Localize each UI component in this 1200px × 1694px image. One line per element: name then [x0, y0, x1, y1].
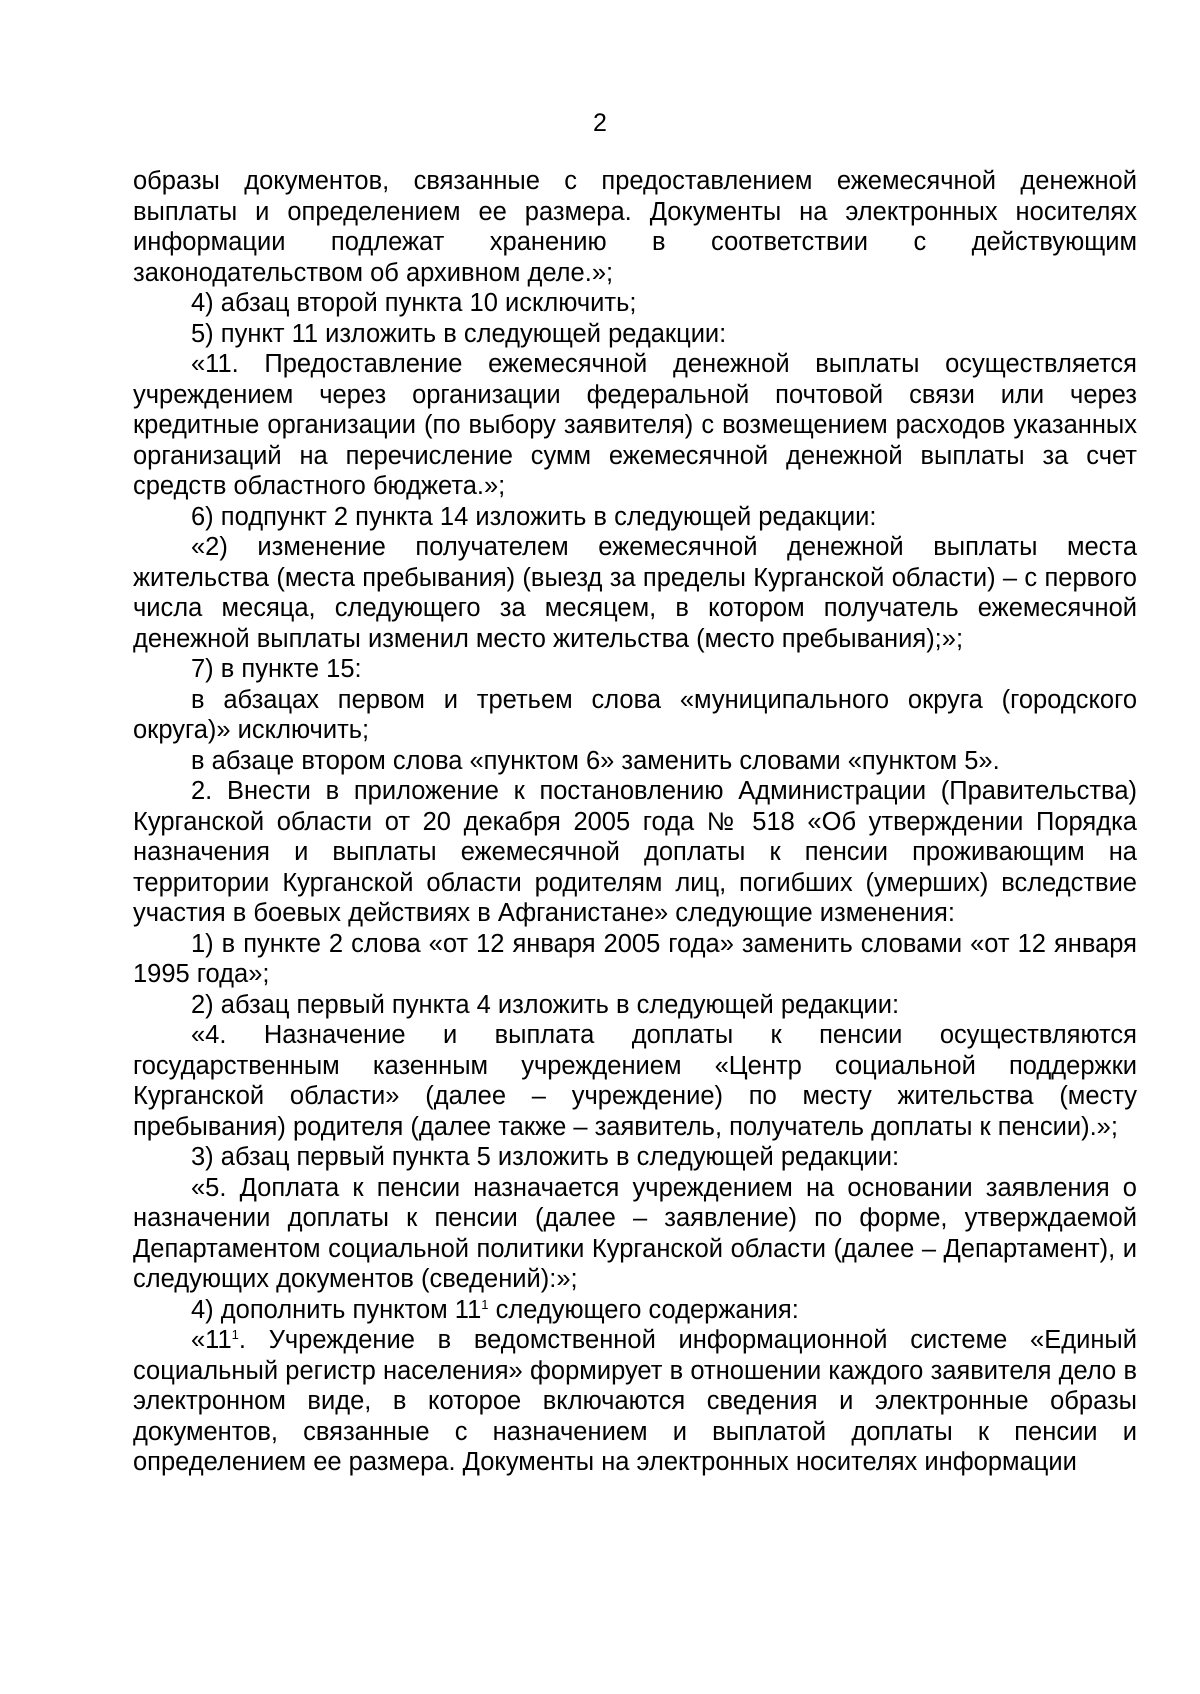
paragraph-text: . Учреждение в ведомственной информационной системе «Единый социальный регистр населения» формирует в отношении каждого заявителя дело в электронном виде, в которое включаются сведения и электронные образы документов, связанные с назначением и выплатой доплаты к пенсии и определением ее размера. Документы на электронных носителях информации	[133, 1326, 1137, 1476]
page-number: 2	[593, 109, 607, 137]
paragraph: в абзацах первом и третьем слова «муниципального округа (городского округа)» исключить;	[133, 685, 1137, 744]
superscript: 1	[481, 1296, 489, 1312]
paragraph: 5) пункт 11 изложить в следующей редакции:	[191, 319, 727, 348]
paragraph-last	[133, 1325, 1137, 1478]
paragraph-supplement	[133, 1295, 1137, 1326]
paragraph: образы документов, связанные с предоставлением ежемесячной денежной выплаты и определением ее размера. Документы на электронных носителях информации подлежат хранению в соответствии с действующим законодательством об архивном деле.»;	[133, 167, 1137, 287]
paragraph: «5. Доплата к пенсии назначается учреждением на основании заявления о назначении доплаты к пенсии (далее – заявление) по форме, утверждаемой Департаментом социальной политики Курганской области (далее – Департамент), и следующих документов (сведений):»;	[133, 1173, 1137, 1293]
paragraph: 7) в пункте 15:	[191, 655, 362, 683]
paragraph-text: следующего содержания:	[488, 1295, 799, 1324]
paragraph: 3) абзац первый пункта 5 изложить в следующей редакции:	[191, 1143, 900, 1171]
paragraph: 2. Внести в приложение к постановлению Администрации (Правительства) Курганской области от 20 декабря 2005 года № 518 «Об утверждении Порядка назначения и выплаты ежемесячной доплаты к пенсии проживающим на территории Курганской области родителям лиц, погибших (умерших) вследствие участия в боевых действиях в Афганистане» следующие изменения:	[133, 777, 1137, 927]
paragraph: в абзаце втором слова «пунктом 6» заменить словами «пунктом 5».	[191, 746, 1000, 775]
paragraph-text: 4) дополнить пунктом 11	[191, 1295, 482, 1324]
paragraph: «2) изменение получателем ежемесячной денежной выплаты места жительства (места пребывания) (выезд за пределы Курганской области) – с первого числа месяца, следующего за месяцем, в котором получатель ежемесячной денежной выплаты изменил место жительства (место пребывания);»;	[133, 533, 1137, 653]
paragraph: «11. Предоставление ежемесячной денежной выплаты осуществляется учреждением через организации федеральной почтовой связи или через кредитные организации (по выбору заявителя) с возмещением расходов указанных организаций на перечисление сумм ежемесячной денежной выплаты за счет средств областного бюджета.»;	[133, 350, 1137, 500]
superscript: 1	[231, 1327, 239, 1342]
paragraph-text: «11	[191, 1326, 232, 1354]
paragraph: «4. Назначение и выплата доплаты к пенсии осуществляются государственным казенным учреждением «Центр социальной поддержки Курганской области» (далее – учреждение) по месту жительства (месту пребывания) родителя (далее также – заявитель, получатель доплаты к пенсии).»;	[133, 1021, 1137, 1141]
paragraph: 4) абзац второй пункта 10 исключить;	[191, 289, 637, 317]
paragraph: 2) абзац первый пункта 4 изложить в следующей редакции:	[191, 990, 900, 1019]
paragraph: 1) в пункте 2 слова «от 12 января 2005 года» заменить словами «от 12 января 1995 года»;	[133, 929, 1137, 988]
paragraph: 6) подпункт 2 пункта 14 изложить в следующей редакции:	[191, 502, 877, 531]
document-body	[133, 166, 1137, 1478]
